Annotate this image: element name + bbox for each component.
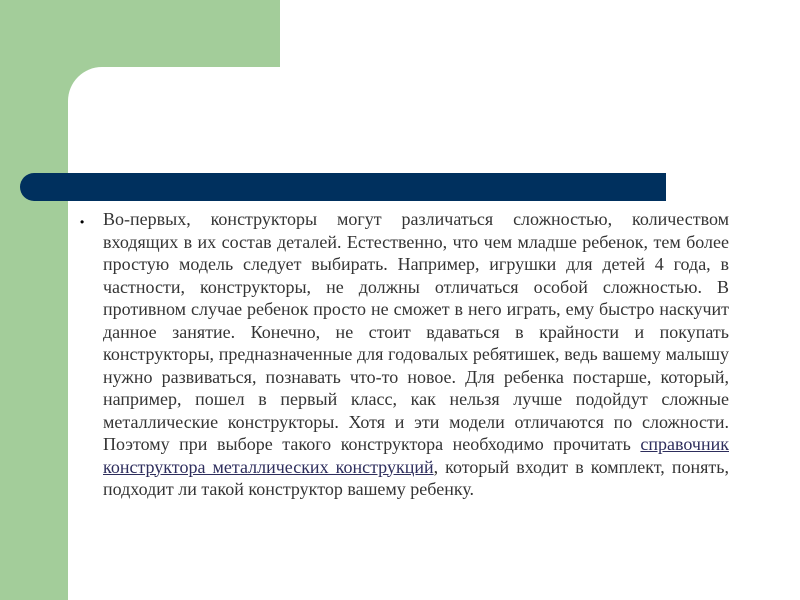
title-bar — [20, 173, 666, 201]
bullet-dot-icon: • — [80, 215, 85, 229]
text-before-link: Во-первых, конструкторы могут различаться сложностью, количеством входящих в их состав деталей. Естественно, что чем младше ребенок, тем более простую модель следует выбирать. Например, игрушки для детей 4 года, в частности, конструкторы, не должны отличаться особой сложностью. В противном случае ребенок просто не сможет в него играть, ему быстро наскучит данное занятие. Конечно, не стоит вдаваться в крайности и покупать конструкторы, предназначенные для годовалых ребятишек, ведь вашему малышу нужно развиваться, познавать что-то новое. Для ребенка постарше, который, например, пошел в первый класс, как нельзя лучше подойдут сложные металлические конструкторы. Хотя и эти модели отличаются по сложности. Поэтому при выборе такого конструктора необходимо прочитать — [103, 209, 729, 454]
text-after-link: , который входит в комплект, понять, подходит ли такой конструктор вашему ребенку. — [103, 456, 729, 499]
bullet-item — [80, 208, 730, 501]
bullet-paragraph — [103, 208, 729, 501]
reference-link[interactable]: справочник конструктора металлических конструкций — [103, 434, 729, 477]
